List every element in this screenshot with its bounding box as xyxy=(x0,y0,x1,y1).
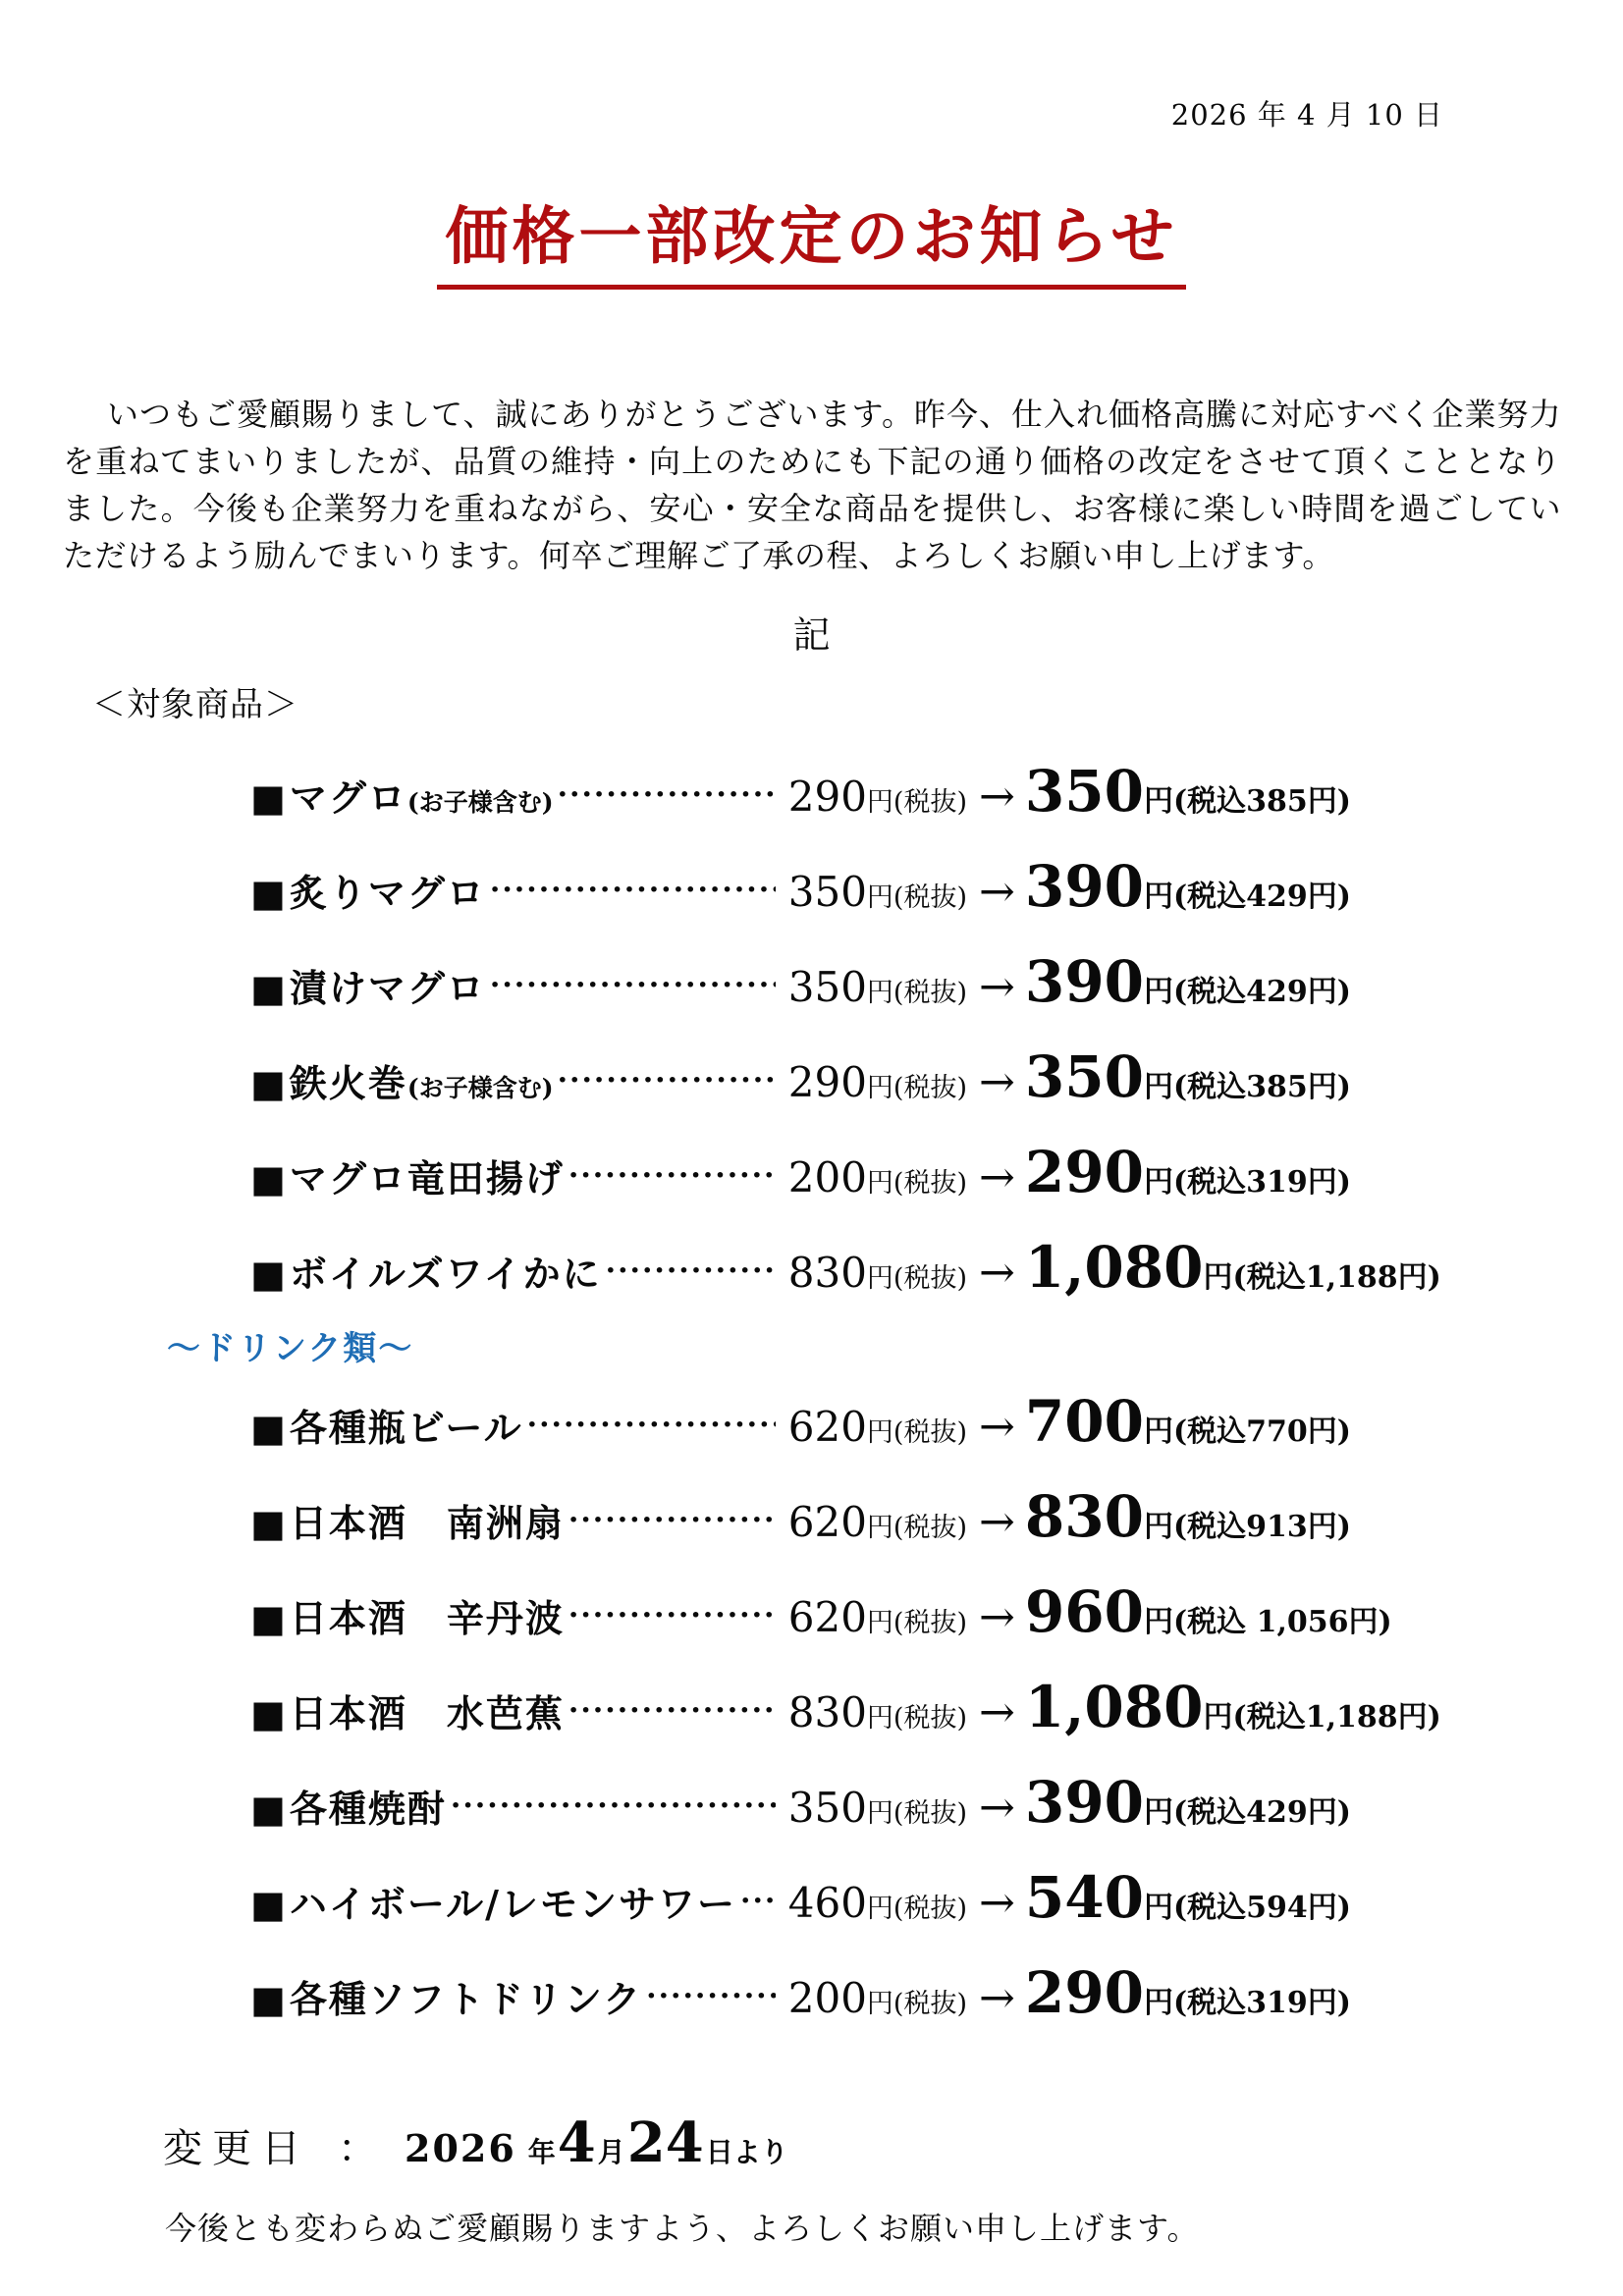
item-name: 各種焼酎 xyxy=(289,1787,447,1831)
arrow-icon: → xyxy=(979,1497,1015,1547)
square-bullet-icon: ■ xyxy=(250,1253,286,1296)
new-price: 390円(税込429円) xyxy=(1024,853,1351,920)
change-date-day-suffix: 日より xyxy=(705,2136,788,2168)
arrow-icon: → xyxy=(979,772,1015,822)
item-note: (お子様含む) xyxy=(406,788,554,817)
square-bullet-icon: ■ xyxy=(250,1597,286,1640)
dot-leader xyxy=(642,1976,776,2017)
price-list xyxy=(167,748,1441,2045)
dot-leader xyxy=(736,1881,776,1922)
new-price: 1,080円(税込1,188円) xyxy=(1024,1674,1441,1740)
new-price: 350円(税込385円) xyxy=(1024,1043,1351,1110)
new-price: 700円(税込770円) xyxy=(1024,1388,1351,1455)
new-price: 290円(税込319円) xyxy=(1024,1139,1351,1205)
arrow-icon: → xyxy=(979,1248,1015,1298)
dot-leader xyxy=(447,1786,776,1827)
document-date: 2026 年 4 月 10 日 xyxy=(1170,98,1443,132)
item-name: 日本酒 辛丹波 xyxy=(289,1596,565,1640)
price-row xyxy=(250,1854,1380,1949)
dot-leader xyxy=(565,1595,776,1636)
price-row xyxy=(250,1129,1380,1224)
item-name: 日本酒 南洲扇 xyxy=(289,1501,565,1545)
square-bullet-icon: ■ xyxy=(250,1788,286,1831)
item-name: 各種ソフトドリンク xyxy=(289,1977,643,2021)
price-row xyxy=(250,748,1380,843)
price-row xyxy=(250,1664,1441,1759)
square-bullet-icon: ■ xyxy=(250,1502,286,1545)
price-row xyxy=(250,1759,1380,1854)
arrow-icon: → xyxy=(979,1878,1015,1928)
change-date-year: 2026 xyxy=(405,2126,516,2170)
dot-leader xyxy=(565,1690,776,1732)
old-price: 350円(税抜) xyxy=(787,1784,967,1832)
arrow-icon: → xyxy=(979,1687,1015,1737)
price-row xyxy=(250,1224,1441,1319)
square-bullet-icon: ■ xyxy=(250,1883,286,1926)
dot-leader xyxy=(523,1405,776,1446)
dot-leader xyxy=(602,1251,776,1292)
page-title: 価格一部改定のお知らせ xyxy=(437,187,1185,290)
arrow-icon: → xyxy=(979,1152,1015,1202)
item-name: ボイルズワイかに xyxy=(289,1252,602,1296)
old-price: 460円(税抜) xyxy=(787,1879,967,1927)
change-date-month-unit: 月 xyxy=(597,2136,625,2168)
old-price: 200円(税抜) xyxy=(787,1974,967,2022)
square-bullet-icon: ■ xyxy=(250,776,286,820)
change-date-year-unit: 年 xyxy=(527,2136,556,2168)
new-price: 1,080円(税込1,188円) xyxy=(1024,1234,1441,1301)
old-price: 350円(税抜) xyxy=(787,963,967,1011)
arrow-icon: → xyxy=(979,1783,1015,1833)
item-name: 炙りマグロ xyxy=(289,871,486,915)
arrow-icon: → xyxy=(979,867,1015,917)
new-price: 290円(税込319円) xyxy=(1024,1959,1351,2026)
old-price: 200円(税抜) xyxy=(787,1153,967,1201)
change-date-line xyxy=(163,2110,790,2175)
new-price: 830円(税込913円) xyxy=(1024,1483,1351,1550)
change-date-colon: ： xyxy=(338,2126,377,2171)
arrow-icon: → xyxy=(979,1402,1015,1452)
old-price: 620円(税抜) xyxy=(787,1403,967,1451)
item-name: 日本酒 水芭蕉 xyxy=(289,1691,565,1735)
closing-line: 今後とも変わらぬご愛顧賜りますよう、よろしくお願い申し上げます。 xyxy=(165,2210,1200,2247)
title-container xyxy=(0,187,1623,290)
item-name: ハイボール/レモンサワー xyxy=(289,1882,737,1926)
change-date-month: 4 xyxy=(557,2110,596,2175)
square-bullet-icon: ■ xyxy=(250,872,286,915)
arrow-icon: → xyxy=(979,962,1015,1012)
arrow-icon: → xyxy=(979,1592,1015,1642)
square-bullet-icon: ■ xyxy=(250,1978,286,2021)
change-date-label: 変更日 xyxy=(163,2126,310,2171)
new-price: 390円(税込429円) xyxy=(1024,1769,1351,1836)
dot-leader xyxy=(554,1060,776,1101)
square-bullet-icon: ■ xyxy=(250,1692,286,1735)
change-date-day: 24 xyxy=(626,2110,704,2175)
old-price: 830円(税抜) xyxy=(787,1249,967,1297)
square-bullet-icon: ■ xyxy=(250,1062,286,1105)
old-price: 830円(税抜) xyxy=(787,1688,967,1736)
arrow-icon: → xyxy=(979,1973,1015,2023)
item-note: (お子様含む) xyxy=(406,1074,554,1102)
price-row xyxy=(250,1378,1380,1473)
dot-leader xyxy=(554,774,776,816)
new-price: 390円(税込429円) xyxy=(1024,948,1351,1015)
dot-leader xyxy=(565,1155,776,1197)
price-row xyxy=(250,1569,1392,1664)
new-price: 350円(税込385円) xyxy=(1024,758,1351,825)
target-products-heading: ＜対象商品＞ xyxy=(92,685,298,724)
price-row xyxy=(250,1473,1380,1569)
arrow-icon: → xyxy=(979,1057,1015,1107)
item-name: 各種瓶ビール xyxy=(289,1406,523,1450)
item-name: マグロ竜田揚げ xyxy=(289,1156,565,1201)
square-bullet-icon: ■ xyxy=(250,967,286,1010)
dot-leader xyxy=(565,1500,776,1541)
dot-leader xyxy=(486,965,776,1006)
dot-leader xyxy=(486,870,776,911)
old-price: 290円(税抜) xyxy=(787,773,967,821)
new-price: 540円(税込594円) xyxy=(1024,1864,1351,1931)
item-name: マグロ(お子様含む) xyxy=(289,775,554,820)
old-price: 290円(税抜) xyxy=(787,1058,967,1106)
record-mark: 記 xyxy=(792,614,831,657)
old-price: 350円(税抜) xyxy=(787,868,967,916)
old-price: 620円(税抜) xyxy=(787,1498,967,1546)
price-row xyxy=(250,938,1380,1034)
old-price: 620円(税抜) xyxy=(787,1593,967,1641)
item-name: 漬けマグロ xyxy=(289,966,486,1010)
intro-paragraph: いつもご愛顧賜りまして、誠にありがとうございます。昨今、仕入れ価格高騰に対応すべく企業努力を重ねてまいりましたが、品質の維持・向上のためにも下記の通り価格の改定をさせて頂くこととなりました。今後も企業努力を重ねながら、安心・安全な商品を提供し、お客様に楽しい時間を過ごしていただけるよう励んでまいります。何卒ご理解ご了承の程、よろしくお願い申し上げます。 xyxy=(63,396,1561,574)
item-name: 鉄火巻(お子様含む) xyxy=(289,1061,554,1105)
price-row xyxy=(250,1034,1380,1129)
new-price: 960円(税込 1,056円) xyxy=(1024,1578,1392,1645)
square-bullet-icon: ■ xyxy=(250,1157,286,1201)
drinks-section-heading: ～ドリンク類～ xyxy=(167,1329,414,1368)
square-bullet-icon: ■ xyxy=(250,1407,286,1450)
price-row xyxy=(250,843,1380,938)
price-row xyxy=(250,1949,1380,2045)
